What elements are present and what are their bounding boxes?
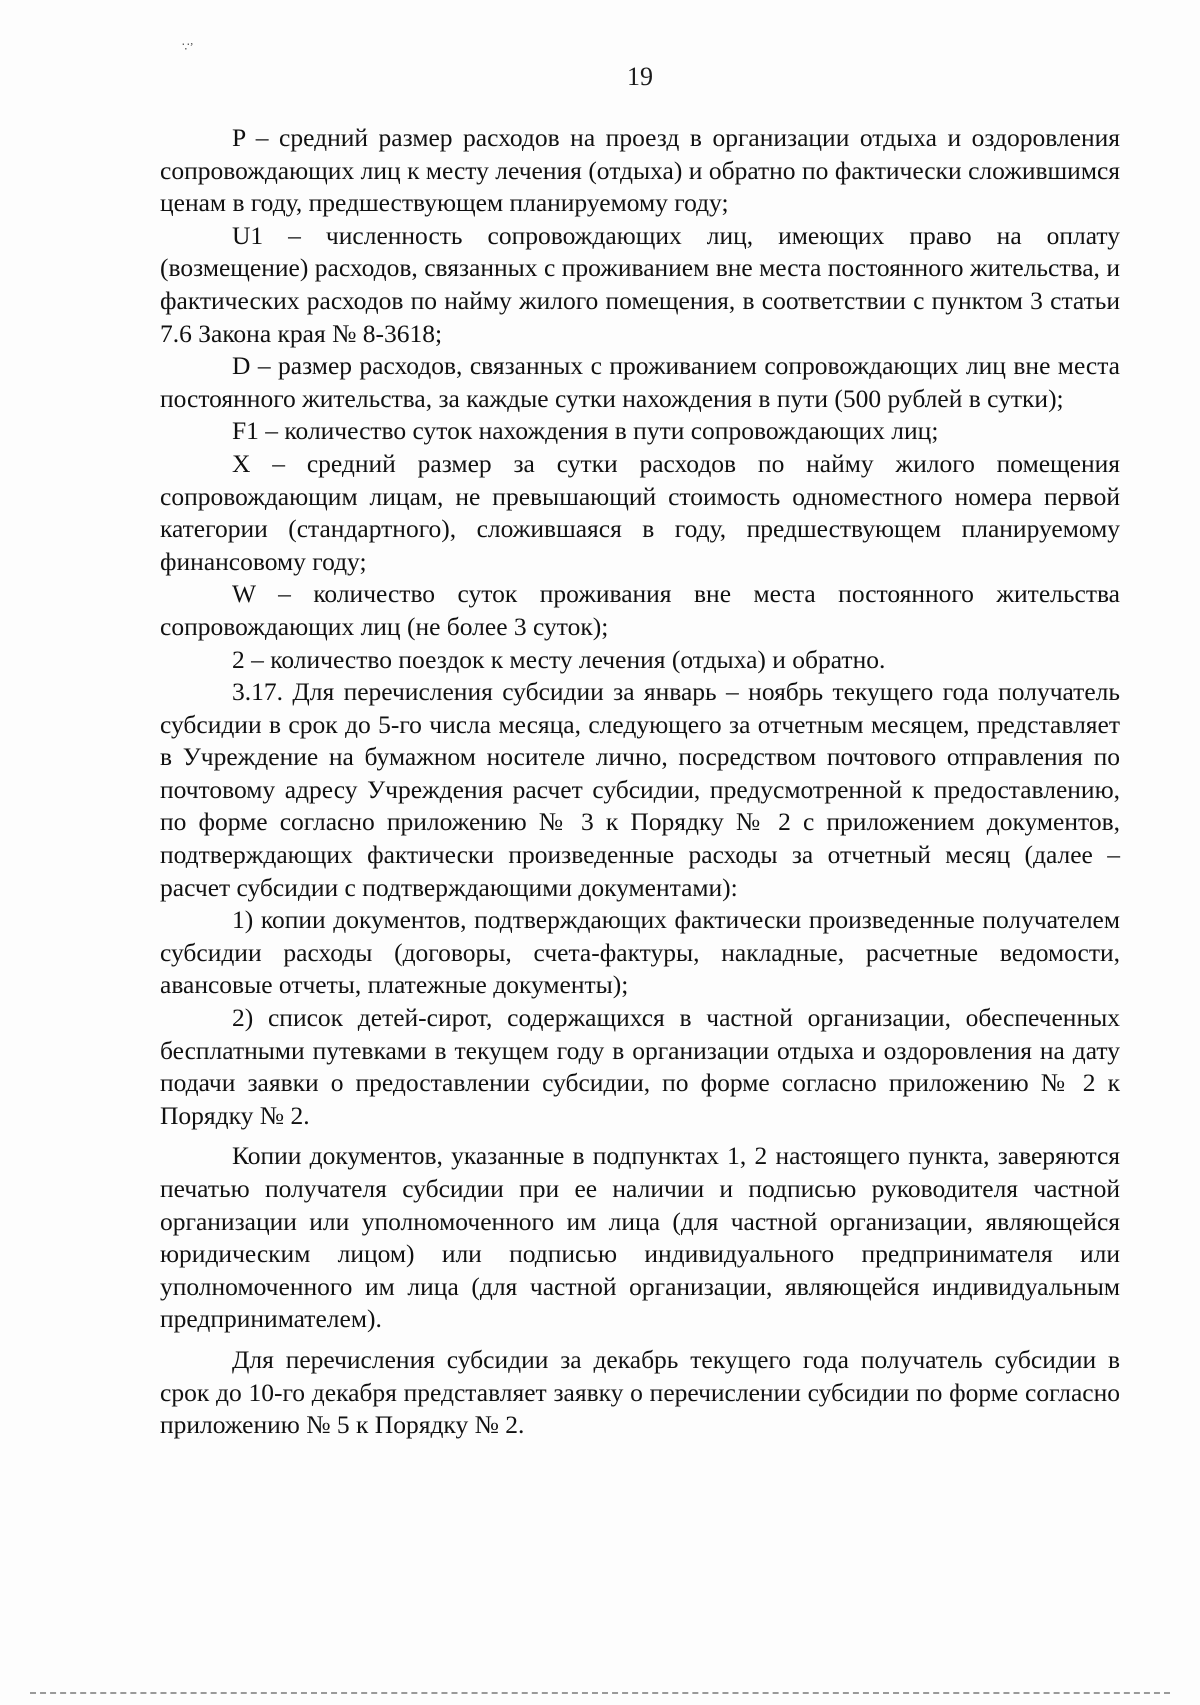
scan-artifact-mark: ∵ʼ [182,40,194,54]
paragraph-x-definition: X – средний размер за сутки расходов по найму жилого помещения сопровождающим лицам, не превышающий стоимость одноместного номера первой категории (стандартного), сложившаяся в году, предшествующем планируемому финансовому году; [160,448,1120,576]
paragraph-w-definition: W – количество суток проживания вне места постоянного жительства сопровождающих лиц (не более 3 суток); [160,579,1120,641]
scan-bottom-edge [30,1692,1170,1694]
paragraph-clause-3-17: 3.17. Для перечисления субсидии за январь – ноябрь текущего года получатель субсидии в срок до 5-го числа месяца, следующего за отчетным месяцем, представляет в Учреждение на бумажном носителе лично, посредством почтового отправления по почтовому адресу Учреждения расчет субсидии, предусмотренной к предоставлению, по форме согласно приложению № 3 к Порядку № 2 с приложением документов, подтверждающих фактически произведенные расходы за отчетный месяц (далее – расчет субсидии с подтверждающими документами): [160,677,1120,902]
paragraph-trips-definition: 2 – количество поездок к месту лечения (отдыха) и обратно. [232,644,886,674]
document-body [160,122,1120,1442]
page-number: 19 [627,62,653,91]
paragraph-p-definition: P – средний размер расходов на проезд в организации отдыха и оздоровления сопровождающих лиц к месту лечения (отдыха) и обратно по фактически сложившимся ценам в году, предшествующем планируемому году; [160,123,1120,218]
paragraph-december-transfer: Для перечисления субсидии за декабрь текущего года получатель субсидии в срок до 10-го декабря представляет заявку о перечислении субсидии по форме согласно приложению № 5 к Порядку № 2. [160,1344,1120,1440]
paragraph-u1-definition: U1 – численность сопровождающих лиц, имеющих право на оплату (возмещение) расходов, связанных с проживанием вне места постоянного жительства, и фактических расходов по найму жилого помещения, в соответствии с пунктом 3 статьи 7.6 Закона края № 8-3618; [160,220,1120,348]
paragraph-item-2: 2) список детей-сирот, содержащихся в частной организации, обеспеченных бесплатными путевками в текущем году в организации отдыха и оздоровления на дату подачи заявки о предоставлении субсидии, по форме согласно приложению № 2 к Порядку № 2. [160,1003,1120,1130]
paragraph-item-1: 1) копии документов, подтверждающих фактически произведенные получателем субсидии расходы (договоры, счета-фактуры, накладные, расчетные ведомости, авансовые отчеты, платежные документы); [160,905,1120,1000]
paragraph-d-definition: D – размер расходов, связанных с проживанием сопровождающих лиц вне места постоянного жительства, за каждые сутки нахождения в пути (500 рублей в сутки); [160,351,1120,413]
paragraph-f1-definition: F1 – количество суток нахождения в пути сопровождающих лиц; [232,416,939,446]
paragraph-copies-certification: Копии документов, указанные в подпунктах 1, 2 настоящего пункта, заверяются печатью получателя субсидии при ее наличии и подписью руководителя частной организации или уполномоченного им лица (для частной организации, являющейся юридическим лицом) или подписью индивидуального предпринимателя или уполномоченного им лица (для частной организации, являющейся индивидуальным предпринимателем). [160,1141,1120,1334]
